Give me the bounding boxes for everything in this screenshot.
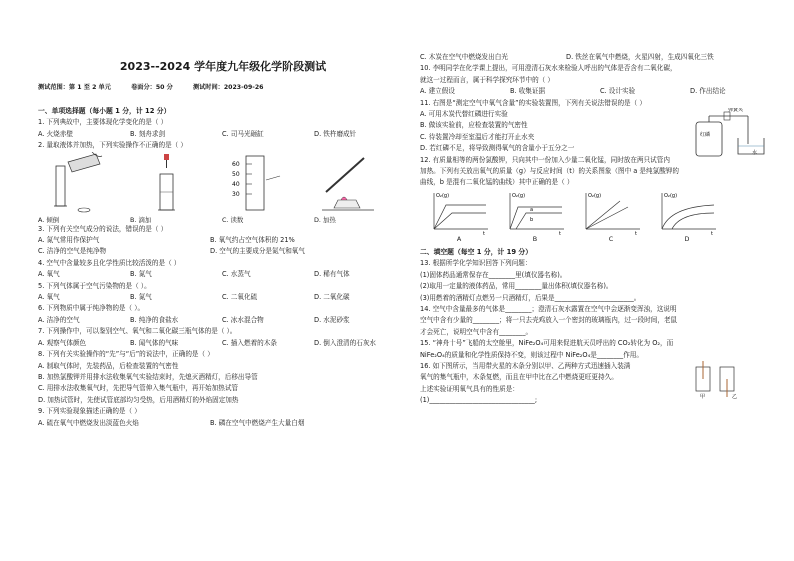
q9-options	[38, 418, 408, 429]
q14-line-3: 才会死亡，说明空气中含有________。	[420, 327, 533, 336]
q11-stem: 11. 右图是“测定空气中氧气含量”的实验装置图，下列有关说法错误的是（ ）	[420, 98, 646, 107]
q16-block	[420, 361, 780, 407]
q5-stem: 5. 下列气体属于空气污染物的是（ ）。	[38, 281, 151, 290]
graph-d-plot	[656, 189, 718, 235]
reading-scale-illustration	[222, 152, 302, 214]
q2-figure-a	[38, 152, 130, 224]
graph-b-curve-b: b	[530, 216, 534, 223]
graph-d-caption: D	[684, 234, 690, 243]
q6-option-a: A. 洁净的空气	[38, 315, 80, 324]
q7-option-d: D. 倒入澄清的石灰水	[314, 338, 377, 347]
graph-c-plot	[580, 189, 642, 235]
graph-d-xlabel: t	[711, 230, 713, 235]
graph-d	[656, 189, 718, 243]
label-yi: 乙	[732, 393, 738, 399]
graph-a-ylabel: O₂(g)	[436, 192, 450, 199]
q3-options-1	[38, 235, 408, 246]
q6-option-d: D. 水泥砂浆	[314, 315, 350, 324]
q2-figure-d	[314, 152, 406, 224]
q13-stem: 13. 根据所学化学知识回答下列问题：	[420, 259, 532, 268]
q2-figure-b	[130, 152, 222, 224]
q14-line-1: 14. 空气中含量最多的气体是________；澄清石灰水露置在空气中会逐渐变浑浊，这说明	[420, 304, 677, 313]
q8-option-b: B. 加热氯酸钾并用排水法收集氧气实验结束时，先熄灭酒精灯，后移出导管	[38, 372, 258, 381]
section-2-title: 二、填空题（每空 1 分，计 19 分）	[420, 247, 533, 256]
q4-option-c: C. 水蒸气	[222, 270, 251, 279]
q7-option-b: B. 闻气体的气味	[130, 338, 179, 347]
q11-option-d: D. 若红磷不足，将导致测得氧气的含量小于五分之一	[420, 144, 575, 153]
graph-c-ylabel: O₂(g)	[588, 192, 602, 199]
q12-line-3: 曲线，b 是混有二氧化锰的曲线）其中正确的是（ ）	[420, 178, 574, 187]
label-water: 水	[752, 149, 758, 156]
q2-caption-a: A. 倾倒	[38, 215, 60, 224]
page-title: 2023--2024 学年度九年级化学阶段测试	[119, 60, 327, 73]
q12-line-2: 加热。下列有关放出氧气的质量（g）与反应时间（t）的关系图象（图中 a 是纯氯酸钾的	[420, 167, 679, 176]
dropper-illustration	[130, 152, 210, 214]
q1-option-b: B. 刻舟求剑	[130, 129, 166, 138]
q4-option-b: B. 氮气	[130, 270, 152, 279]
q10-option-a: A. 建立假设	[420, 87, 455, 96]
q4-stem: 4. 空气中含量较多且化学性质比较活泼的是（ ）	[38, 258, 181, 267]
graph-c	[580, 189, 642, 243]
q2-caption-c: C. 读数	[222, 215, 244, 224]
q12-line-1: 12. 有质量相等的两份氯酸钾，只向其中一份加入少量二氧化锰，同时放在两只试管内	[420, 155, 670, 164]
q7-option-a: A. 观察气体颜色	[38, 338, 87, 347]
graph-a-caption: A	[456, 234, 462, 243]
q13-part-1: (1)固体药品通常保存在________里(填仪器名称)。	[420, 270, 567, 279]
graph-b-plot	[504, 189, 566, 235]
q5-option-d: D. 二氧化碳	[314, 293, 350, 302]
heating-illustration	[314, 152, 394, 214]
q16-line-3: 上述实验证明氧气具有的性质是：	[420, 384, 519, 393]
q13-part-3: (3)用燃着的酒精灯点燃另一只酒精灯，后果是________________________。	[420, 293, 641, 302]
q5-option-c: C. 二氧化硫	[222, 293, 258, 302]
scale-60: 60	[232, 160, 240, 168]
q3-option-d: D. 空气的主要成分是氮气和氧气	[210, 247, 305, 256]
q2-caption-d: D. 加热	[314, 215, 336, 224]
q9-option-a: A. 硫在氧气中燃烧发出淡蓝色火焰	[38, 418, 139, 427]
label-phosphorus: 红磷	[700, 131, 711, 138]
oxygen-apparatus-diagram	[688, 108, 778, 160]
q12-graphs	[428, 189, 718, 243]
q16-line-2: 氧气的集气瓶中，木条复燃，而且在甲中比在乙中燃烧更旺更持久。	[420, 373, 618, 382]
q15-line-1: 15. “神舟十号”飞船的太空舱里，NiFe₂O₄可用来促进航天员呼出的 CO₂转化为 O₂，而	[420, 339, 674, 348]
label-jia: 甲	[700, 393, 706, 399]
q11-block	[420, 98, 780, 155]
pouring-illustration	[38, 152, 118, 214]
q2-stem: 2. 量取液体并加热，下列实验操作不正确的是（ ）	[38, 141, 187, 150]
q3-option-a: A. 氮气常用作保护气	[38, 236, 100, 245]
graph-a-xlabel: t	[483, 230, 485, 235]
q3-option-b: B. 氧气约占空气体积的 21%	[210, 236, 295, 245]
q6-stem: 6. 下列物质中属于纯净物的是（ ）。	[38, 304, 145, 313]
q9-option-c: C. 木炭在空气中燃烧发出白光	[420, 53, 508, 61]
q11-option-a: A. 可用木炭代替红磷进行实验	[420, 110, 508, 119]
label-clip: 弹簧夹	[728, 107, 744, 113]
q10-options	[420, 86, 780, 97]
q1-stem: 1. 下列典故中，主要体现化学变化的是（ ）	[38, 118, 168, 127]
section-1-title: 一、单项选择题（每小题 1 分，计 12 分）	[38, 107, 171, 115]
q9-stem: 9. 下列实验现象描述正确的是（ ）	[38, 407, 141, 416]
q6-options	[38, 315, 408, 326]
q4-options	[38, 269, 408, 280]
graph-a	[428, 189, 490, 243]
q1-option-d: D. 铁杵磨成针	[314, 129, 357, 138]
q7-options	[38, 338, 408, 349]
graph-b-xlabel: t	[559, 230, 561, 235]
q3-option-c: C. 洁净的空气是纯净物	[38, 247, 107, 256]
q8-stem: 8. 下列有关实验操作的“先”与“后”的说法中，正确的是（ ）	[38, 350, 214, 359]
test-scope: 测试范围：第 1 至 2 单元	[38, 84, 111, 91]
total-score: 卷面分：50 分	[131, 84, 173, 91]
q10-option-b: B. 收集证据	[510, 87, 546, 96]
q10-option-c: C. 设计实验	[600, 87, 636, 96]
q6-option-c: C. 冰水混合物	[222, 315, 264, 324]
q1-option-a: A. 火烧赤壁	[38, 129, 73, 138]
q5-option-a: A. 氧气	[38, 293, 60, 302]
q3-options-2	[38, 246, 408, 257]
q9-options-cont	[420, 52, 780, 63]
scale-30: 30	[232, 190, 240, 198]
scale-50: 50	[232, 170, 240, 178]
q8-option-c: C. 用排水法收集氧气时，先把导气管伸入集气瓶中，再开始加热试管	[38, 384, 239, 393]
q9-option-b: B. 磷在空气中燃烧产生大量白烟	[210, 418, 305, 427]
graph-c-xlabel: t	[635, 230, 637, 235]
q2-figures	[38, 152, 408, 224]
q5-options	[38, 292, 408, 303]
graph-b-ylabel: O₂(g)	[512, 192, 526, 199]
graph-c-caption: C	[608, 234, 614, 243]
graph-b-curve-a: a	[530, 206, 534, 213]
exam-meta	[38, 82, 408, 91]
graph-b	[504, 189, 566, 243]
oxygen-bottles-diagram	[692, 359, 740, 399]
q14-line-2: 空气中含有少量的________；将一只去壳鸡放入一个密封的玻璃瓶内，过一段时间，老鼠	[420, 316, 678, 325]
q5-option-b: B. 氮气	[130, 293, 152, 302]
q8-option-d: D. 加热试管时，先使试管底部均匀受热，后用酒精灯的外焰固定加热	[38, 395, 239, 404]
q4-option-a: A. 氧气	[38, 270, 60, 279]
q4-option-d: D. 稀有气体	[314, 270, 350, 279]
graph-b-caption: B	[532, 234, 538, 243]
graph-a-plot	[428, 189, 490, 235]
q6-option-b: B. 纯净的食盐水	[130, 315, 179, 324]
q10-line-1: 10. 李明同学在化学课上提出，可用澄清石灰水来检验人呼出的气体是否含有二氧化碳，	[420, 64, 677, 73]
q11-option-b: B. 做该实验前，应检查装置的气密性	[420, 121, 528, 130]
q7-stem: 7. 下列操作中，可以鉴别空气、氧气和二氧化碳三瓶气体的是（ ）。	[38, 327, 237, 336]
q15-line-2: NiFe₂O₄的质量和化学性质保持不变，则该过程中 NiFe₂O₄是________作用。	[420, 350, 643, 359]
right-column	[420, 52, 780, 407]
scale-40: 40	[232, 180, 240, 188]
q3-stem: 3. 下列有关空气成分的说法，错误的是（ ）	[38, 224, 168, 233]
q16-line-1: 16. 如下图所示，当用带火星的木条分别以甲、乙两种方式迅速插入装满	[420, 361, 631, 370]
q2-caption-b: B. 滴加	[130, 215, 152, 224]
q9-option-d: D. 铁丝在氧气中燃烧，火星四射，生成四氧化三铁	[566, 53, 714, 61]
q11-option-c: C. 待装置冷却至室温后才能打开止水夹	[420, 132, 535, 141]
q10-line-2: 就这一过程而言，属于科学探究环节中的（ ）	[420, 75, 554, 84]
test-time: 测试时间：2023-09-26	[192, 84, 264, 91]
q1-options	[38, 129, 408, 140]
q2-figure-c	[222, 152, 314, 224]
q10-option-d: D. 作出结论	[690, 87, 726, 96]
q16-line-4: (1)________________________________;	[420, 396, 538, 405]
graph-d-ylabel: O₂(g)	[664, 192, 678, 199]
left-column	[38, 106, 408, 429]
q13-part-2: (2)取用一定量的液体药品，常用________量出体积(填仪器名称)。	[420, 282, 613, 291]
q1-option-c: C. 司马光砸缸	[222, 129, 264, 138]
q7-option-c: C. 插入燃着的木条	[222, 338, 277, 347]
q8-option-a: A. 制取气体时，先装药品，后检查装置的气密性	[38, 361, 179, 370]
